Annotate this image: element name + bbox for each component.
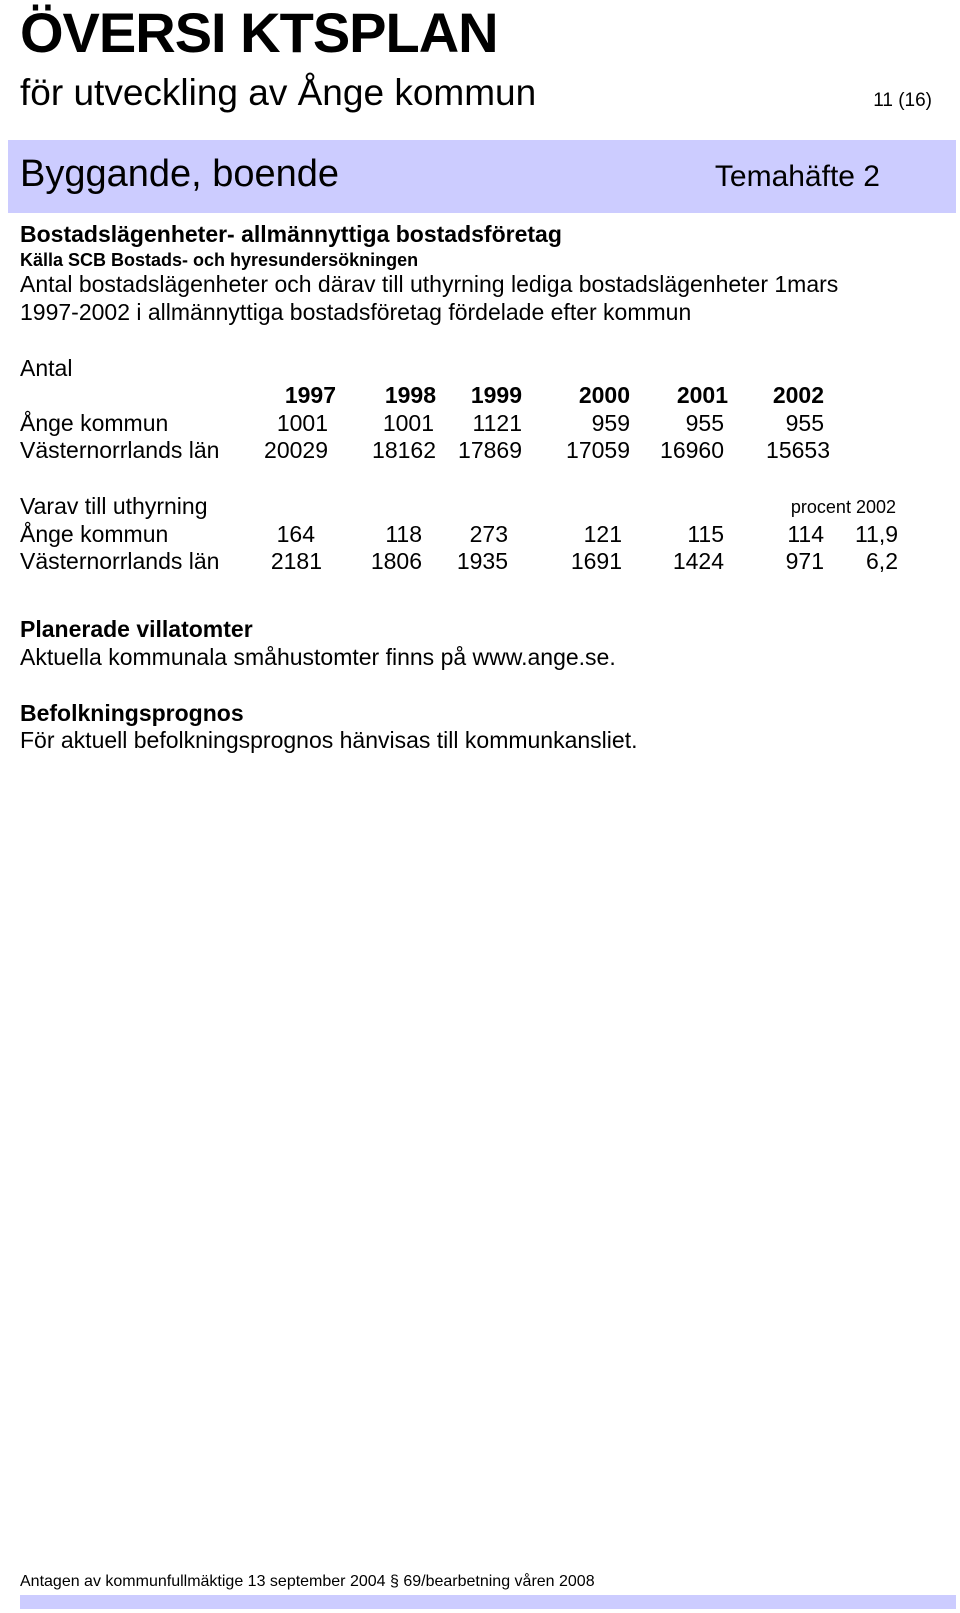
table1-header-row [0, 382, 960, 410]
row-label: Västernorrlands län [20, 437, 220, 463]
table-row [0, 521, 960, 549]
table-cell: 18162 [372, 437, 436, 463]
percent-cell: 6,2 [866, 548, 898, 574]
table-cell: 17059 [566, 437, 630, 463]
year-header: 1999 [470, 382, 522, 408]
section-heading-villatomter: Planerade villatomter [20, 616, 253, 642]
section-heading-befolkningsprognos: Befolkningsprognos [20, 700, 244, 726]
table-cell: 959 [591, 410, 630, 436]
description-line-1: Antal bostadslägenheter och därav till uthyrning lediga bostadslägenheter 1mars [20, 271, 839, 297]
table2-header-row [0, 493, 960, 521]
table-cell: 17869 [458, 437, 522, 463]
table-cell: 1806 [370, 548, 422, 574]
table-cell: 20029 [264, 437, 328, 463]
table-cell: 164 [276, 521, 315, 547]
year-header: 2000 [578, 382, 630, 408]
table-cell: 1121 [472, 410, 522, 436]
villatomter-text: Aktuella kommunala småhustomter finns på www.ange.se. [20, 644, 616, 670]
table-cell: 955 [785, 410, 824, 436]
table2-label: Varav till uthyrning [20, 493, 208, 519]
table-cell: 1424 [672, 548, 724, 574]
document-subtitle: för utveckling av Ånge kommun [20, 72, 537, 113]
row-label: Västernorrlands län [20, 548, 220, 574]
year-header: 2001 [676, 382, 728, 408]
table-cell: 115 [687, 521, 724, 547]
section-heading-housing: Bostadslägenheter- allmännyttiga bostadsföretag [20, 221, 562, 247]
year-header: 1997 [284, 382, 336, 408]
table-cell: 1001 [276, 410, 328, 436]
year-header: 1998 [384, 382, 436, 408]
footer-text: Antagen av kommunfullmäktige 13 september 2004 § 69/bearbetning våren 2008 [20, 1573, 595, 1590]
table-row [0, 437, 960, 465]
percent-header: procent 2002 [790, 497, 896, 517]
row-label: Ånge kommun [20, 410, 169, 436]
document-title: ÖVERSI KTSPLAN [20, 1, 498, 64]
percent-cell: 11,9 [854, 521, 898, 547]
table-cell: 16960 [660, 437, 724, 463]
year-header: 2002 [772, 382, 824, 408]
row-label: Ånge kommun [20, 521, 169, 547]
table-cell: 273 [469, 521, 508, 547]
table-cell: 118 [385, 521, 422, 547]
description-line-2: 1997-2002 i allmännyttiga bostadsföretag fördelade efter kommun [20, 299, 692, 325]
table-cell: 2181 [270, 548, 322, 574]
table-cell: 15653 [766, 437, 830, 463]
table-cell: 971 [785, 548, 824, 574]
table-row [0, 548, 960, 576]
page-number: 11 (16) [873, 90, 932, 111]
table-cell: 1935 [456, 548, 508, 574]
band-booklet-label: Temahäfte 2 [714, 160, 880, 193]
table-cell: 114 [787, 521, 824, 547]
table-row [0, 410, 960, 438]
footer-band [20, 1595, 956, 1609]
table-cell: 955 [685, 410, 724, 436]
befolkningsprognos-text: För aktuell befolkningsprognos hänvisas till kommunkansliet. [20, 727, 638, 753]
table-cell: 1001 [382, 410, 434, 436]
band-title: Byggande, boende [20, 153, 340, 195]
table1-label: Antal [20, 355, 73, 381]
table-cell: 121 [583, 521, 622, 547]
source-line: Källa SCB Bostads- och hyresundersökningen [20, 250, 419, 270]
table-cell: 1691 [570, 548, 622, 574]
